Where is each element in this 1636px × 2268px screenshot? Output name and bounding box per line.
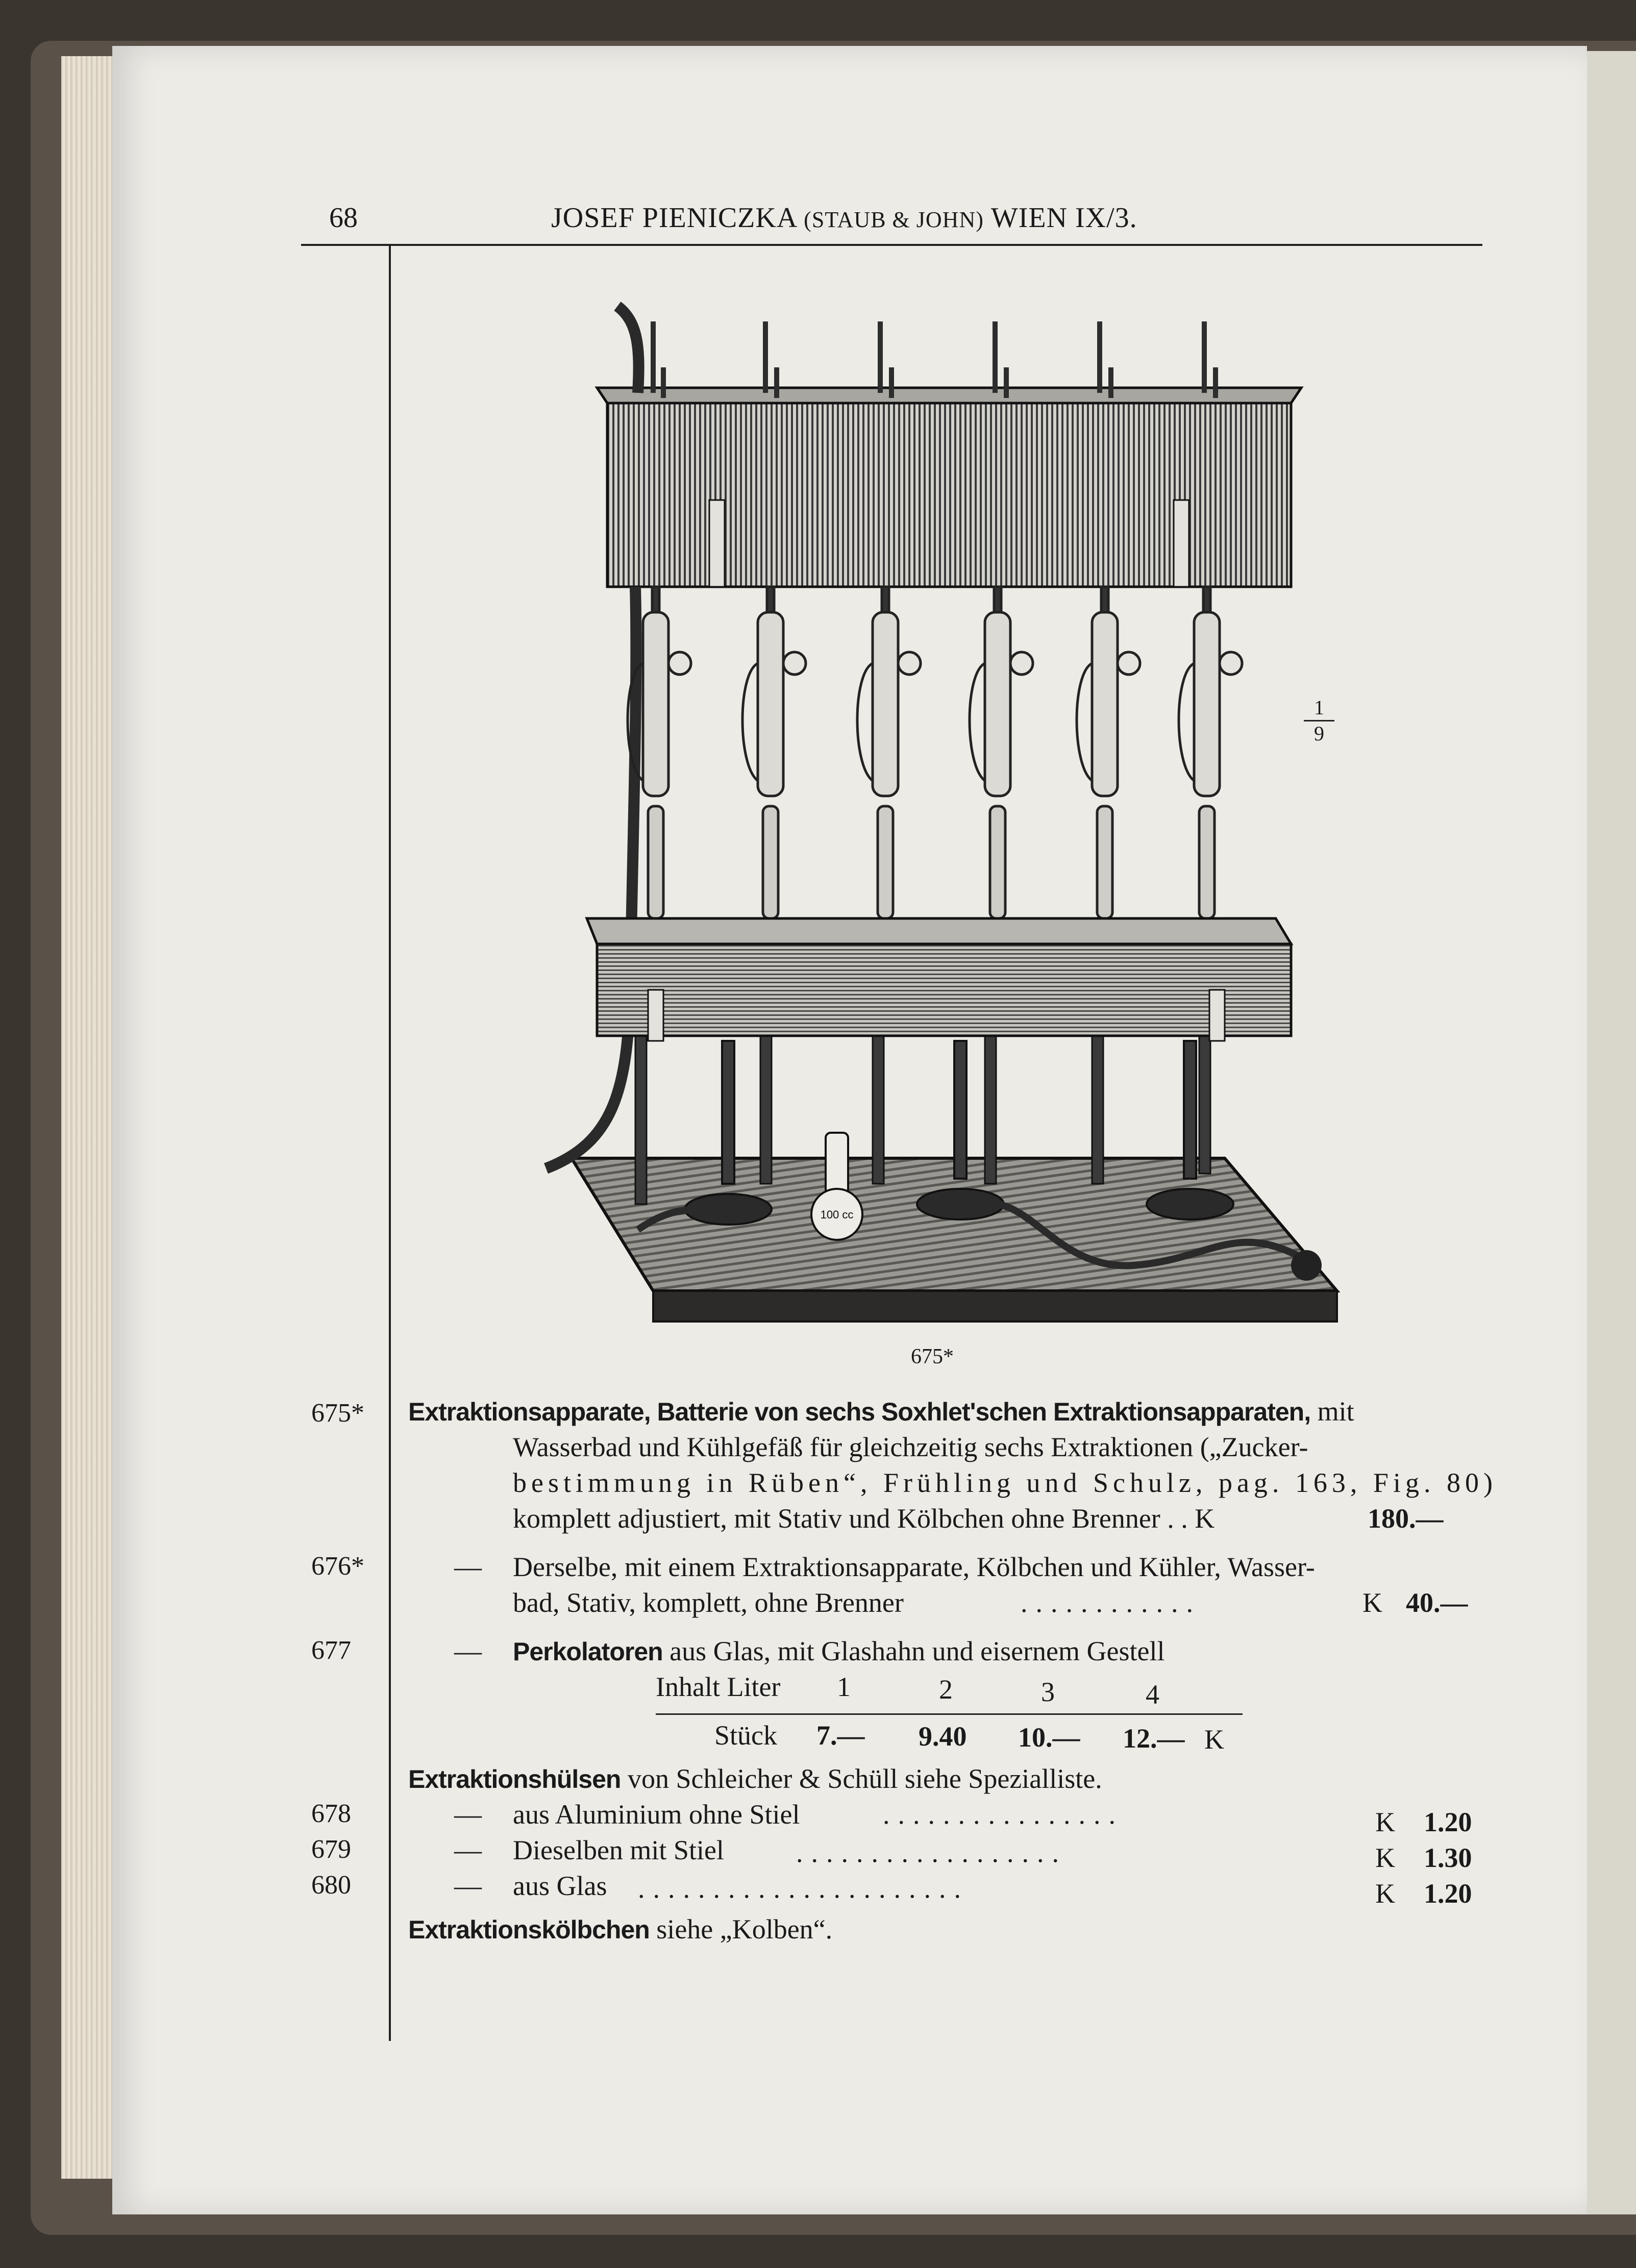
entry-676-leader-dots: ............	[1021, 1587, 1201, 1618]
header-title-city: WIEN IX/3.	[983, 202, 1137, 234]
table-capacity-3: 3	[1041, 1677, 1055, 1707]
table-capacity-1: 1	[837, 1672, 851, 1702]
huelsen-heading-rest: von Schleicher & Schüll siehe Spezialliste.	[621, 1763, 1102, 1794]
item-number-677: 677	[311, 1636, 351, 1665]
entry-678-dash: —	[454, 1799, 482, 1830]
entry-676-line1: Derselbe, mit einem Extraktionsapparate, Kölbchen und Kühler, Wasser-	[513, 1552, 1315, 1582]
scale-numerator: 1	[1314, 696, 1324, 719]
page-number: 68	[329, 202, 358, 234]
huelsen-heading-bold: Extraktionshülsen	[408, 1765, 621, 1793]
next-page-edge	[1587, 51, 1636, 2214]
item-number-675: 675*	[311, 1399, 364, 1428]
water-bath	[587, 918, 1291, 1041]
table-price-3: 10.—	[1018, 1722, 1080, 1753]
wooden-base	[572, 1158, 1337, 1322]
entry-680-leader-dots: ......................	[638, 1873, 969, 1904]
entry-678-currency: K	[1375, 1807, 1395, 1837]
table-capacity-4: 4	[1146, 1679, 1159, 1710]
entry-680-price: 1.20	[1424, 1878, 1472, 1909]
entry-675-title	[408, 1395, 1354, 1427]
huelsen-heading	[408, 1763, 1102, 1795]
item-number-678: 678	[311, 1799, 351, 1828]
entry-677-title-rest: aus Glas, mit Glashahn und eisernem Gestell	[662, 1636, 1165, 1666]
table-price-1: 7.—	[816, 1720, 865, 1751]
entry-678-price: 1.20	[1424, 1807, 1472, 1837]
entry-680-text: aus Glas	[513, 1871, 607, 1901]
entry-678-leader-dots: ................	[883, 1799, 1124, 1830]
table-rule	[656, 1713, 1243, 1715]
entry-677-title-bold: Perkolatoren	[513, 1637, 663, 1666]
column-rule	[389, 245, 391, 2041]
entry-676-currency: K	[1362, 1587, 1382, 1618]
entry-675-title-bold: Extraktionsapparate, Batterie von sechs Soxhlet'schen Extraktionsapparaten,	[408, 1398, 1311, 1426]
item-number-676: 676*	[311, 1552, 364, 1581]
entry-680-dash: —	[454, 1871, 482, 1901]
entry-677-dash: —	[454, 1636, 482, 1666]
scale-fraction	[1304, 696, 1334, 745]
entry-677-title	[513, 1635, 1164, 1667]
scale-denominator: 9	[1314, 722, 1324, 745]
koelbchen-heading-bold: Extraktionskölbchen	[408, 1915, 650, 1944]
entry-679-price: 1.30	[1424, 1842, 1472, 1873]
item-number-679: 679	[311, 1835, 351, 1864]
figure-label: 675*	[911, 1345, 954, 1368]
entry-679-dash: —	[454, 1835, 482, 1865]
table-row-label-capacity: Inhalt Liter	[656, 1672, 781, 1702]
header-title-small: (STAUB & JOHN)	[804, 207, 984, 232]
page-header-title	[551, 202, 1137, 234]
item-number-680: 680	[311, 1871, 351, 1900]
table-row-label-price: Stück	[714, 1720, 778, 1751]
soxhlet-extractors	[628, 587, 1242, 918]
entry-675-price: 180.—	[1368, 1503, 1444, 1534]
entry-675-line2: Wasserbad und Kühlgefäß für gleichzeitig sechs Extraktionen („Zucker-	[513, 1432, 1308, 1462]
entry-676-line2: bad, Stativ, komplett, ohne Brenner	[513, 1587, 904, 1618]
header-title-main: JOSEF PIENICZKA	[551, 202, 804, 234]
entry-676-dash: —	[454, 1552, 482, 1582]
entry-679-text: Dieselben mit Stiel	[513, 1835, 724, 1865]
entry-675-line3: bestimmung in Rüben“, Frühling und Schulz, pag. 163, Fig. 80)	[513, 1467, 1497, 1498]
header-rule	[301, 244, 1482, 246]
entry-676-price: 40.—	[1406, 1587, 1468, 1618]
table-price-2: 9.40	[919, 1721, 967, 1752]
gas-valve	[1291, 1250, 1322, 1281]
scale-bar	[1304, 720, 1334, 721]
entry-678-text: aus Aluminium ohne Stiel	[513, 1799, 800, 1830]
flask-label: 100 cc	[820, 1208, 854, 1221]
table-capacity-2: 2	[939, 1674, 953, 1705]
entry-680-currency: K	[1375, 1878, 1395, 1909]
table-currency: K	[1204, 1724, 1224, 1755]
entry-679-currency: K	[1375, 1842, 1395, 1873]
entry-675-title-rest: mit	[1310, 1396, 1354, 1427]
koelbchen-heading	[408, 1913, 832, 1945]
entry-679-leader-dots: ..................	[796, 1837, 1067, 1868]
entry-675-line4: komplett adjustiert, mit Stativ und Kölbchen ohne Brenner . . K	[513, 1503, 1215, 1534]
table-price-4: 12.—	[1123, 1723, 1185, 1754]
soxhlet-battery-illustration	[520, 276, 1347, 1342]
koelbchen-heading-rest: siehe „Kolben“.	[649, 1914, 833, 1945]
cooling-tank	[597, 388, 1301, 587]
